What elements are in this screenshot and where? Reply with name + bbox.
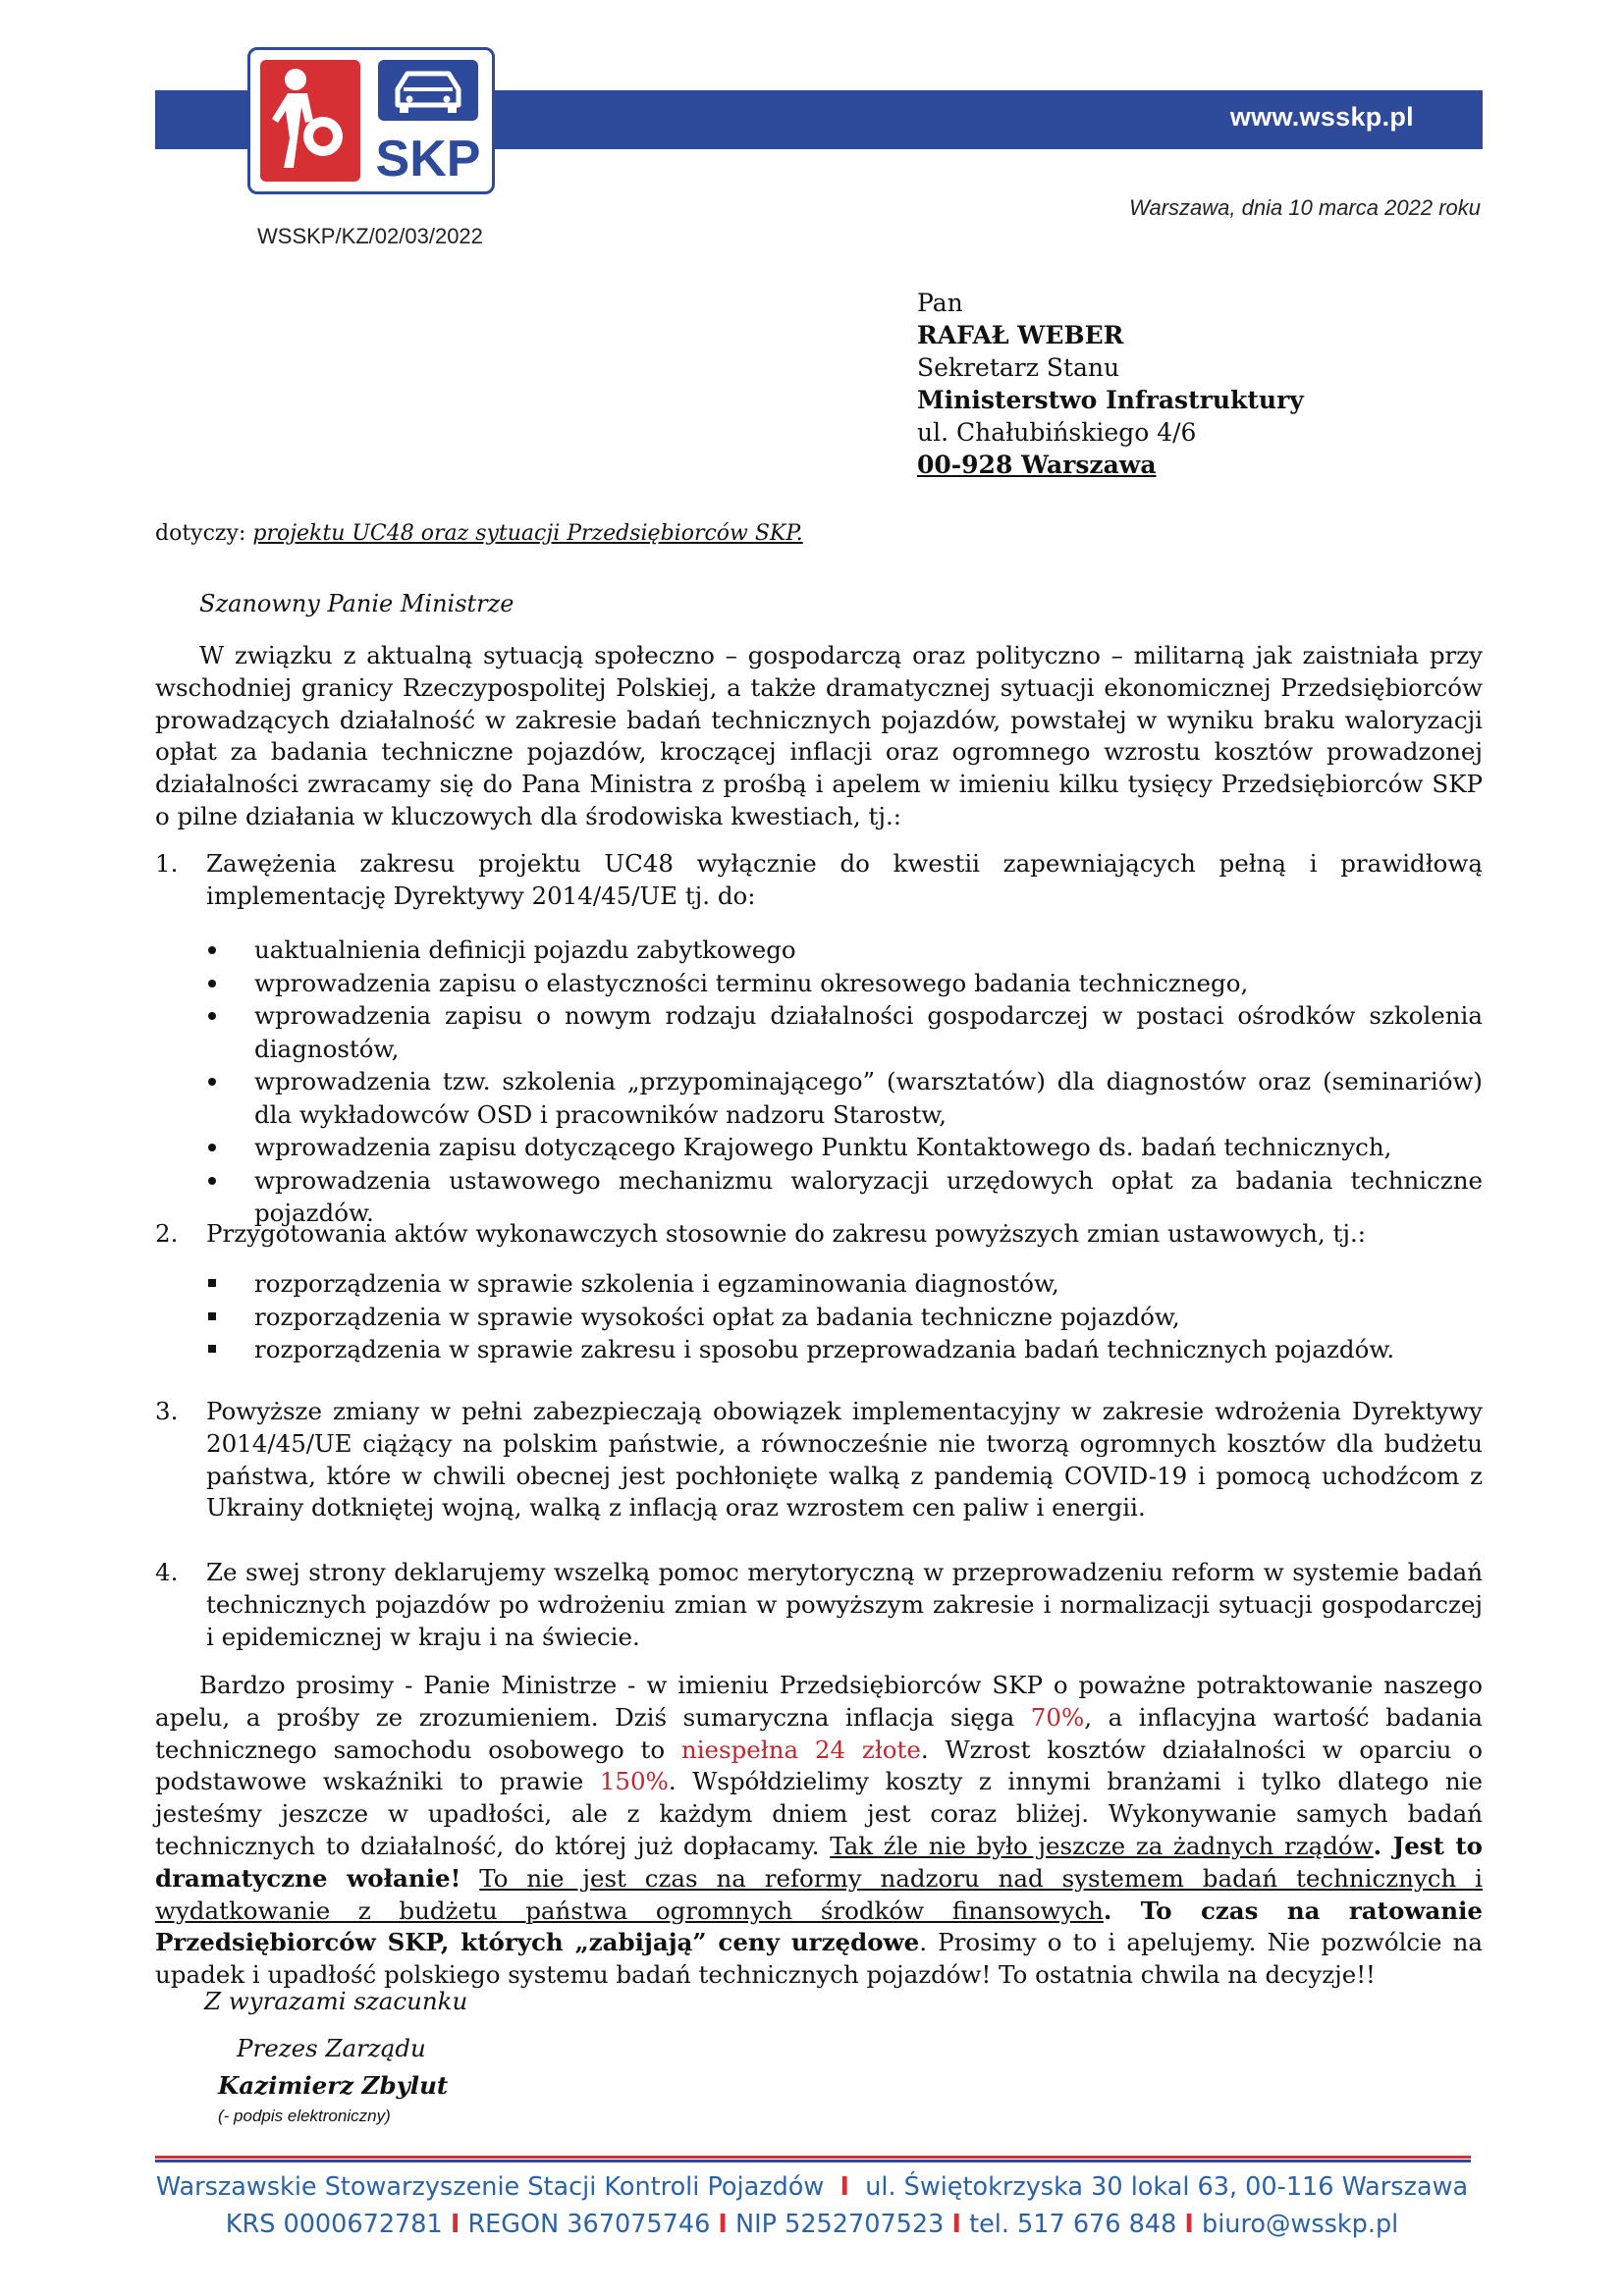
bullet-item: rozporządzenia w sprawie szkolenia i egzaminowania diagnostów, — [155, 1267, 1483, 1301]
list-item-1 — [155, 848, 1483, 913]
recipient-position: Sekretarz Stanu — [917, 353, 1120, 382]
item-number: 3. — [155, 1397, 179, 1425]
item-number: 2. — [155, 1219, 179, 1248]
recipient-name: RAFAŁ WEBER — [917, 321, 1124, 349]
footer-separator: I — [450, 2210, 460, 2239]
list-item-4 — [155, 1557, 1483, 1655]
logo-skp-text: SKP — [375, 131, 481, 187]
bullet-dot-icon — [208, 1144, 216, 1151]
item-1-bullets — [155, 934, 1483, 1230]
inflation-value: 70% — [1030, 1702, 1085, 1732]
bullet-item: wprowadzenia ustawowego mechanizmu waloryzacji urzędowych opłat za badania techniczne pojazdów. — [155, 1164, 1483, 1230]
footer-divider-red — [155, 2156, 1471, 2159]
footer-divider-blue — [155, 2160, 1471, 2163]
item-text: Ze swej strony deklarujemy wszelką pomoc merytoryczną w przeprowadzeniu reform w systemie badań technicznych pojazdów po wdrożeniu zmian w powyższym zakresie i normalizacji sytuacji gospodarczej i epidemicznej w kraju i na świecie. — [206, 1558, 1483, 1651]
bullet-square-icon — [208, 1279, 216, 1287]
site-url-link[interactable]: www.wsskp.pl — [1229, 102, 1414, 132]
footer-line-1 — [0, 2172, 1624, 2202]
bullet-square-icon — [208, 1345, 216, 1353]
item-text: Zawężenia zakresu projektu UC48 wyłącznie do kwestii zapewniających pełną i prawidłową implementację Dyrektywy 2014/45/UE tj. do: — [206, 849, 1483, 910]
footer-separator: I — [1184, 2210, 1194, 2239]
bullet-dot-icon — [208, 1078, 216, 1086]
footer-tel: tel. 517 676 848 — [969, 2210, 1177, 2239]
bullet-item: rozporządzenia w sprawie zakresu i sposobu przeprowadzania badań technicznych pojazdów. — [155, 1333, 1483, 1366]
footer-krs: KRS 0000672781 — [225, 2210, 443, 2239]
item-2-bullets — [155, 1267, 1483, 1366]
footer-regon: REGON 367075746 — [467, 2210, 711, 2239]
bullet-item: uaktualnienia definicji pojazdu zabytkowego — [155, 934, 1483, 967]
footer-separator: I — [951, 2210, 961, 2239]
signatory-title: Prezes Zarządu — [237, 2034, 426, 2062]
item-number: 4. — [155, 1558, 179, 1586]
letter-reference: WSSKP/KZ/02/03/2022 — [257, 224, 483, 248]
footer-nip: NIP 5252707523 — [735, 2210, 945, 2239]
footer-separator: I — [839, 2172, 849, 2202]
bullet-item: wprowadzenia tzw. szkolenia „przypominającego” (warsztatów) dla diagnostów oraz (seminariów) dla wykładowców OSD i pracowników nadzoru Starostw, — [155, 1065, 1483, 1131]
bullet-dot-icon — [208, 946, 216, 954]
footer-org: Warszawskie Stowarzyszenie Stacji Kontroli Pojazdów — [155, 2172, 825, 2202]
recipient-block — [917, 287, 1304, 481]
subject-label: dotyczy: — [155, 521, 246, 546]
inspection-value: niespełna 24 złote — [680, 1735, 921, 1764]
footer-address: ul. Świętokrzyska 30 lokal 63, 00-116 Warszawa — [865, 2172, 1469, 2202]
cost-growth-value: 150% — [599, 1767, 669, 1796]
footer-email-link[interactable]: biuro@wsskp.pl — [1202, 2210, 1399, 2239]
signature-note: (- podpis elektroniczny) — [218, 2107, 391, 2125]
wsskp-logo — [247, 47, 495, 194]
logo-graphic — [250, 50, 492, 191]
footer-line-2 — [0, 2210, 1624, 2239]
bullet-dot-icon — [208, 1177, 216, 1185]
bullet-item: wprowadzenia zapisu dotyczącego Krajowego Punktu Kontaktowego ds. badań technicznych, — [155, 1131, 1483, 1164]
recipient-title: Pan — [917, 289, 963, 317]
salutation: Szanowny Panie Ministrze — [199, 590, 514, 617]
item-text: Powyższe zmiany w pełni zabezpieczają obowiązek implementacyjny w zakresie wdrożenia Dyrektywy 2014/45/UE ciążący na polskim państwie, a równocześnie nie tworzą ogromnych kosztów dla budżetu państwa, które w chwili obecnej jest pochłonięte walką z pandemią COVID-19 i pomocą uchodźcom z Ukrainy dotkniętej wojną, walką z inflacją oraz wzrostem cen paliw i energii. — [206, 1397, 1483, 1522]
recipient-city: 00-928 Warszawa — [917, 451, 1157, 479]
signatory-name: Kazimierz Zbylut — [218, 2071, 449, 2100]
item-number: 1. — [155, 849, 179, 878]
subject-text: projektu UC48 oraz sytuacji Przedsiębiorców SKP. — [252, 521, 803, 546]
closing-paragraph: Bardzo prosimy - Panie Ministrze - w imieniu Przedsiębiorców SKP o poważne potraktowanie naszego apelu, a prośby ze zrozumieniem. Dziś sumaryczna inflacja sięga 70%, a inflacyjna wartość badania technicznego samochodu osobowego to niespełna 24 złote. Wzrost kosztów działalności w oparciu o podstawowe wskaźniki to prawie 150%. Współdzielimy koszty z innymi branżami i tylko dlatego nie jesteśmy jeszcze w upadłości, ale z każdym dniem jest coraz bliżej. Wykonywanie samych badań technicznych to działalność, do której już dopłacamy. Tak źle nie było jeszcze za żadnych rządów. Jest to dramatyczne wołanie! To nie jest czas na reformy nadzoru nad systemem badań technicznych i wydatkowanie z budżetu państwa ogromnych środków finansowych. To czas na ratowanie Przedsiębiorców SKP, których „zabijają” ceny urzędowe. Prosimy o to i apelujemy. Nie pozwólcie na upadek i upadłość polskiego systemu badań technicznych pojazdów! To ostatnia chwila na decyzje!! — [155, 1671, 1484, 1990]
item-text: Przygotowania aktów wykonawczych stosownie do zakresu powyższych zmian ustawowych, tj.: — [206, 1219, 1367, 1248]
letter-date: Warszawa, dnia 10 marca 2022 roku — [1129, 195, 1481, 220]
bullet-dot-icon — [208, 1012, 216, 1020]
bullet-item: rozporządzenia w sprawie wysokości opłat za badania techniczne pojazdów, — [155, 1301, 1483, 1334]
recipient-street: ul. Chałubińskiego 4/6 — [917, 418, 1197, 447]
closing-formula: Z wyrazami szacunku — [204, 1987, 468, 2015]
bullet-item: wprowadzenia zapisu o nowym rodzaju działalności gospodarczej w postaci ośrodków szkolenia diagnostów, — [155, 999, 1483, 1065]
bullet-square-icon — [208, 1312, 216, 1320]
list-item-3 — [155, 1396, 1483, 1525]
bullet-item: wprowadzenia zapisu o elastyczności terminu okresowego badania technicznego, — [155, 967, 1483, 1000]
recipient-institution: Ministerstwo Infrastruktury — [917, 386, 1304, 414]
subject-line — [155, 521, 803, 546]
list-item-2 — [155, 1218, 1483, 1251]
footer-separator: I — [718, 2210, 728, 2239]
intro-paragraph: W związku z aktualną sytuacją społeczno – gospodarczą oraz polityczno – militarną jak zaistniała przy wschodniej granicy Rzeczypospolitej Polskiej, a także dramatycznej sytuacji ekonomicznej Przedsiębiorców prowadzących działalność w zakresie badań technicznych pojazdów, powstałej w wyniku braku waloryzacji opłat za badania techniczne pojazdów, kroczącej inflacji oraz ogromnego wzrostu kosztów prowadzonej działalności zwracamy się do Pana Ministra z prośbą i apelem w imieniu kilku tysięcy Przedsiębiorców SKP o pilne działania w kluczowych dla środowiska kwestiach, tj.: — [155, 641, 1483, 830]
bullet-dot-icon — [208, 980, 216, 988]
